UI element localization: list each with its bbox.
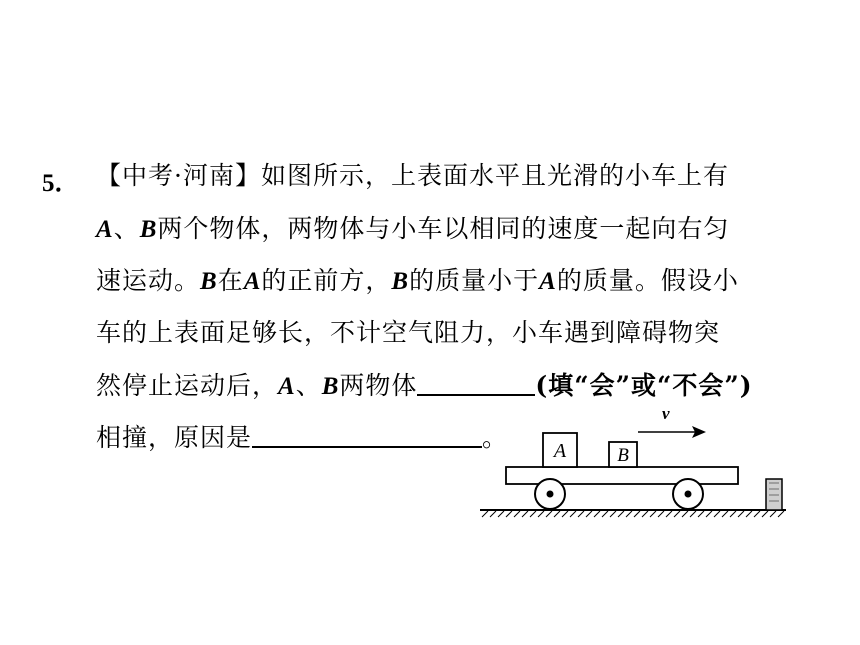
line1-text: 如图所示，上表面水平且光滑的小车上有: [260, 161, 729, 190]
velocity-label: v: [662, 405, 670, 423]
line3-text-c: 的正前方，: [261, 266, 392, 295]
ground-hatching: [482, 511, 784, 517]
separator: 、: [295, 371, 322, 400]
block-b-label: B: [617, 445, 629, 466]
answer-blank-2[interactable]: [252, 422, 482, 448]
line3-text-d: 的质量小于: [409, 266, 540, 295]
question-number: 5．: [42, 170, 80, 197]
answer-blank-1[interactable]: [417, 370, 535, 396]
object-b-ref: B: [139, 216, 158, 243]
question-line-1: [96, 161, 729, 191]
object-b-ref: B: [391, 268, 410, 295]
source-tag: 【中考·河南】: [96, 161, 261, 190]
question-line-5: [96, 370, 753, 402]
question-line-2: [96, 214, 729, 245]
line5-text-a: 然停止运动后，: [96, 371, 279, 400]
fill-hint: (填“会”或“不会”): [535, 371, 753, 400]
object-a-ref: A: [278, 373, 296, 400]
line6-text: 相撞，原因是: [96, 423, 253, 452]
line3-text-b: 在: [217, 266, 244, 295]
object-b-ref: B: [200, 268, 218, 295]
cart-wheel-right: [673, 479, 703, 509]
line3-text-a: 速运动。: [96, 266, 201, 295]
object-a-ref: A: [243, 268, 262, 295]
question-line-4: [96, 318, 720, 348]
separator: 、: [113, 214, 140, 243]
object-a-ref: A: [96, 216, 114, 243]
block-a-label: A: [553, 440, 567, 462]
question-line-6: [96, 422, 508, 453]
line6-end: 。: [482, 423, 509, 452]
object-a-ref: A: [539, 268, 557, 295]
cart-wheel-left: [535, 479, 565, 509]
line4-text: 车的上表面足够长，不计空气阻力，小车遇到障碍物突: [96, 318, 721, 347]
object-b-ref: B: [321, 373, 340, 400]
question-line-3: [96, 266, 739, 297]
obstacle: [766, 479, 782, 510]
line5-text-b: 两物体: [339, 371, 418, 400]
cart-diagram: [476, 405, 796, 525]
line2-text: 两个物体，两物体与小车以相同的速度一起向右匀: [157, 214, 730, 243]
line3-text-e: 的质量。假设小: [556, 266, 739, 295]
